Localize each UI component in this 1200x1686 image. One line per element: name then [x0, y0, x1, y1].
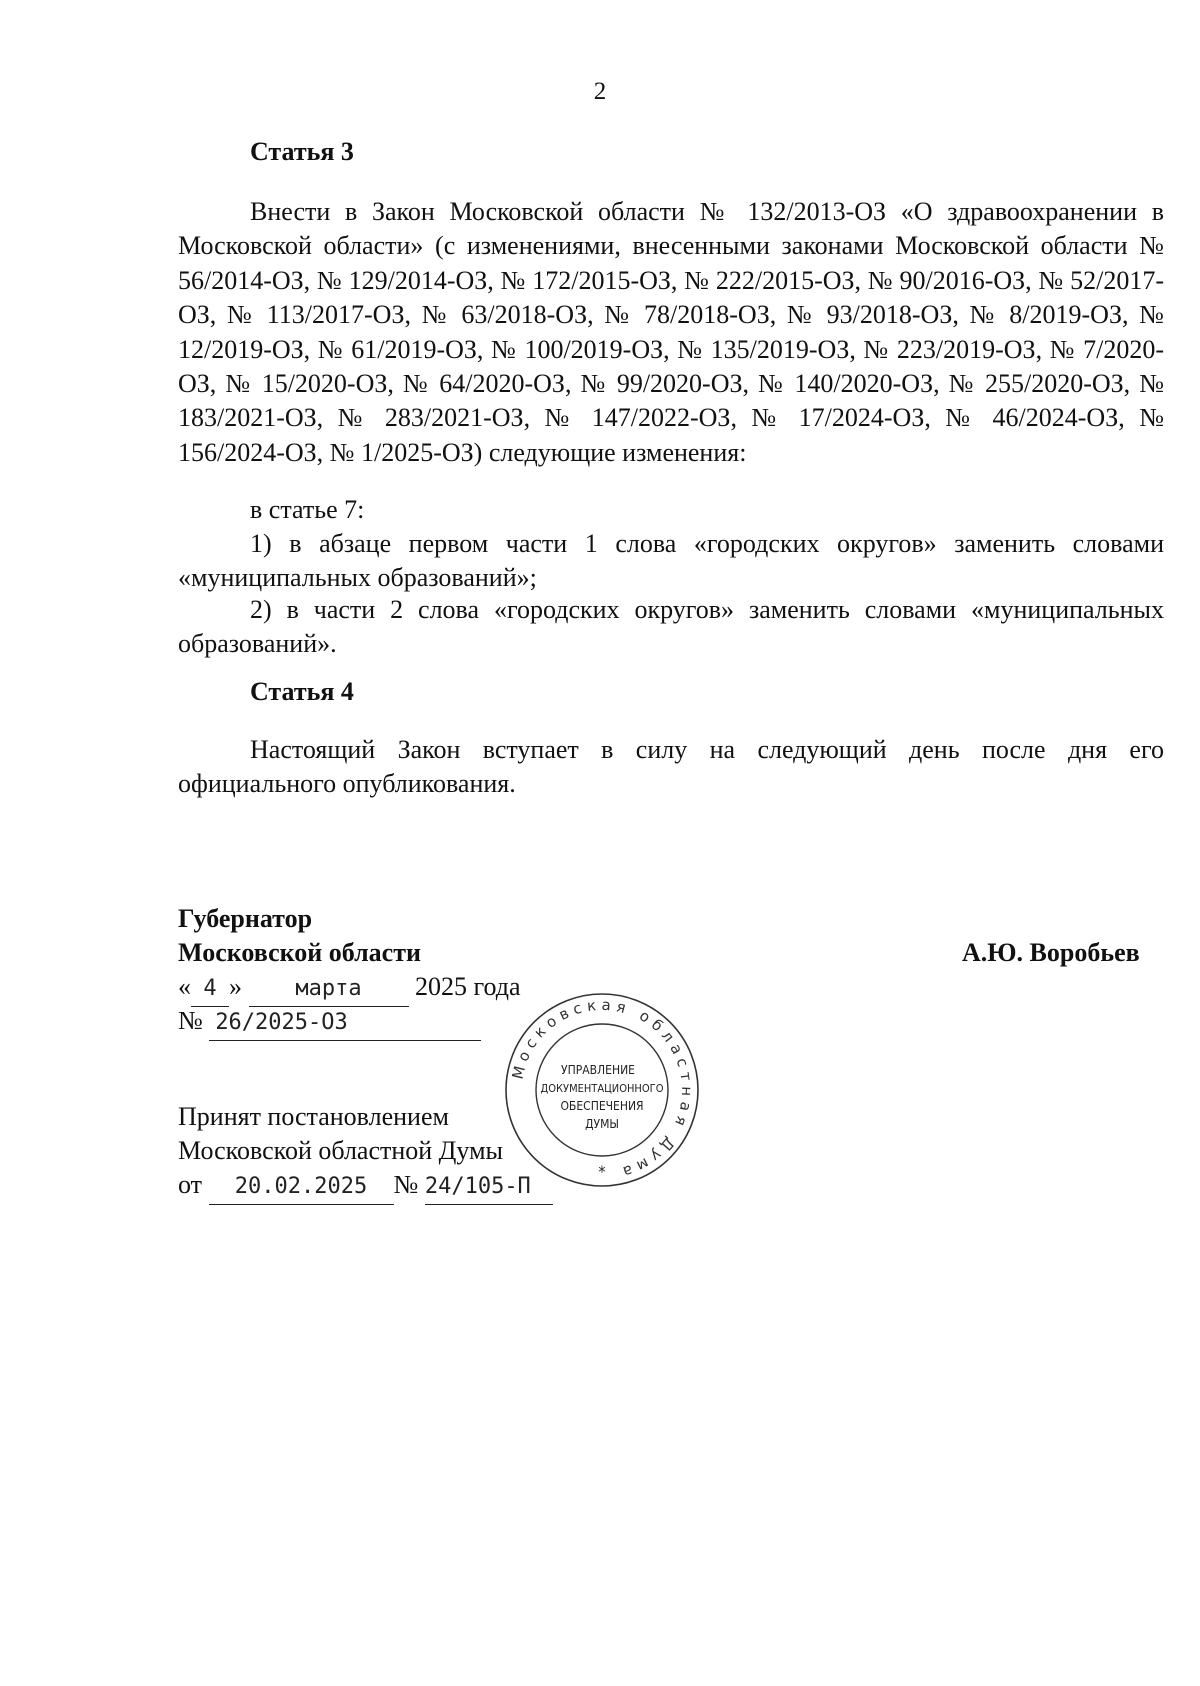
article-3-heading: Статья 3: [250, 137, 354, 166]
svg-text:УПРАВЛЕНИЕ: УПРАВЛЕНИЕ: [561, 1063, 635, 1077]
governor-name: А.Ю. Воробьев: [962, 938, 1140, 967]
article-3-item-2: 2) в части 2 слова «городских округов» заменить словами «муниципальных образований».: [178, 595, 1164, 659]
svg-text:ДУМЫ: ДУМЫ: [585, 1117, 619, 1131]
svg-text:*: *: [598, 1162, 606, 1181]
official-stamp-icon: [502, 990, 702, 1190]
law-number-sign: №: [178, 1006, 203, 1035]
date-close-quote: »: [229, 972, 242, 1001]
article-4-heading: Статья 4: [250, 677, 354, 706]
date-month: марта: [249, 972, 409, 1007]
governor-title-line2: Московской области: [178, 938, 421, 967]
adoption-line1: Принят постановлением: [178, 1102, 449, 1131]
article-3-paragraph: Внести в Закон Московской области № 132/2013-ОЗ «О здравоохранении в Московской области» (с изменениями, внесенными законами Московской области № 56/2014-ОЗ, № 129/2014-ОЗ, № 172/2015-ОЗ, № 222/2015-ОЗ, № 90/2016-ОЗ, № 52/2017-ОЗ, № 113/2017-ОЗ, № 63/2018-ОЗ, № 78/2018-ОЗ, № 93/2018-ОЗ, № 8/2019-ОЗ, № 12/2019-ОЗ, № 61/2019-ОЗ, № 100/2019-ОЗ, № 135/2019-ОЗ, № 223/2019-ОЗ, № 7/2020-ОЗ, № 15/2020-ОЗ, № 64/2020-ОЗ, № 99/2020-ОЗ, № 140/2020-ОЗ, № 255/2020-ОЗ, № 183/2021-ОЗ, № 283/2021-ОЗ, № 147/2022-ОЗ, № 17/2024-ОЗ, № 46/2024-ОЗ, № 156/2024-ОЗ, № 1/2025-ОЗ) следующие изменения:: [178, 197, 1164, 467]
date-day: 4: [191, 972, 229, 1007]
adoption-from-label: от: [178, 1170, 203, 1199]
adoption-date: 20.02.2025: [209, 1170, 394, 1205]
governor-title-line1: Губернатор: [178, 904, 313, 933]
adoption-line2: Московской областной Думы: [178, 1136, 503, 1165]
article-3-intro: в статье 7:: [250, 495, 365, 524]
date-open-quote: «: [178, 972, 191, 1001]
adoption-number: 24/105-П: [425, 1170, 553, 1205]
law-number: 26/2025-ОЗ: [209, 1006, 481, 1041]
adoption-number-sign: №: [393, 1170, 419, 1199]
signing-date: [178, 970, 521, 1007]
article-3-item-1: 1) в абзаце первом части 1 слова «городских округов» заменить словами «муниципальных образований»;: [178, 529, 1164, 593]
law-number-line: [178, 1004, 481, 1041]
svg-text:Московская областная Дума: Московская областная Дума: [508, 995, 697, 1183]
svg-text:ДОКУМЕНТАЦИОННОГО: ДОКУМЕНТАЦИОННОГО: [540, 1082, 664, 1095]
svg-text:ОБЕСПЕЧЕНИЯ: ОБЕСПЕЧЕНИЯ: [560, 1099, 644, 1113]
article-4-paragraph: Настоящий Закон вступает в силу на следующий день после дня его официального опубликования.: [178, 735, 1164, 799]
date-year: 2025 года: [415, 972, 521, 1001]
adoption-number-line: [178, 1168, 553, 1205]
page-number: 2: [593, 78, 607, 105]
